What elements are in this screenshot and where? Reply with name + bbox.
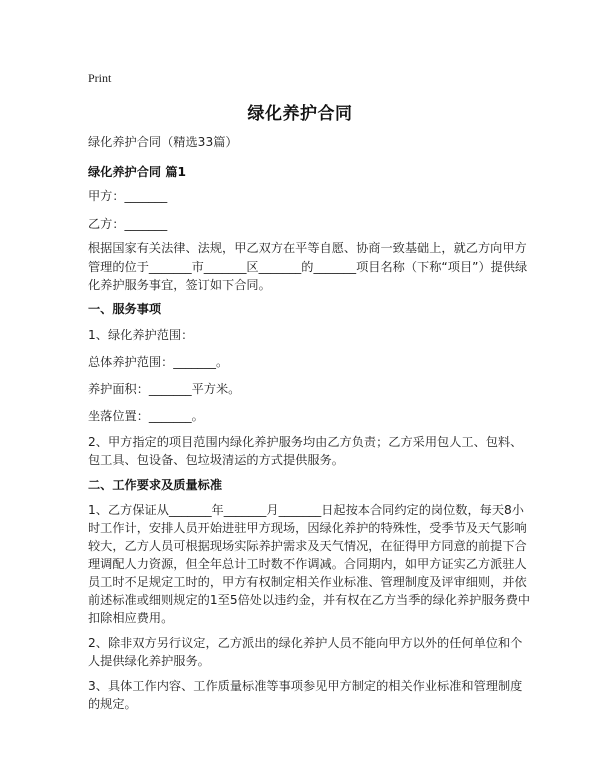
party-a-line: 甲方：_______ bbox=[88, 189, 168, 203]
subtitle: 绿化养护合同（精选33篇） bbox=[88, 135, 238, 149]
heading-service-items: 一、服务事项 bbox=[88, 302, 162, 316]
clause-line: 总体养护范围：_______。 bbox=[88, 355, 229, 369]
clause-line: 养护面积：_______平方米。 bbox=[88, 382, 241, 396]
heading-work-requirements: 二、工作要求及质量标准 bbox=[88, 478, 223, 492]
party-b-line: 乙方：_______ bbox=[88, 217, 168, 231]
clause-line: 理调配人力资源，但全年总计工时数不作调减。合同期内，如甲方证实乙方派驻人 bbox=[88, 557, 527, 571]
paragraph-intro-line: 管理的位于_______市_______区_______的_______项目名称（下称“项目”）提供绿 bbox=[88, 260, 528, 274]
clause-line: 坐落位置：_______。 bbox=[88, 409, 204, 423]
clause-line: 员工时不足规定工时的，甲方有权制定相关作业标准、管理制度及评审细则，并依 bbox=[88, 575, 527, 589]
paragraph-intro-line: 化养护服务事宜，签订如下合同。 bbox=[88, 278, 271, 292]
clause-line: 扣除相应费用。 bbox=[88, 611, 174, 625]
clause-line: 人提供绿化养护服务。 bbox=[88, 654, 210, 668]
clause-line: 的规定。 bbox=[88, 697, 137, 711]
paragraph-intro-line: 根据国家有关法律、法规，甲乙双方在平等自愿、协商一致基础上，就乙方向甲方 bbox=[88, 241, 527, 255]
section-heading-part1: 绿化养护合同 篇1 bbox=[88, 165, 187, 179]
clause-line: 时工作计，安排人员开始进驻甲方现场，因绿化养护的特殊性，受季节及天气影响 bbox=[88, 521, 527, 535]
clause-line: 3、具体工作内容、工作质量标准等事项参见甲方制定的相关作业标准和管理制度 bbox=[88, 679, 523, 693]
clause-line: 前述标准或细则规定的1至5倍处以违约金，并有权在乙方当季的绿化养护服务费中 bbox=[88, 593, 531, 607]
clause-line: 1、绿化养护范围： bbox=[88, 328, 194, 342]
clause-line: 2、甲方指定的项目范围内绿化养护服务均由乙方负责；乙方采用包人工、包料、 bbox=[88, 435, 523, 449]
clause-line: 包工具、包设备、包垃圾清运的方式提供服务。 bbox=[88, 453, 344, 467]
clause-line: 2、除非双方另行议定，乙方派出的绿化养护人员不能向甲方以外的任何单位和个 bbox=[88, 636, 523, 650]
clause-line: 1、乙方保证从_______年_______月_______日起按本合同约定的岗位数，每天8小 bbox=[88, 503, 524, 517]
print-label[interactable]: Print bbox=[88, 71, 112, 85]
clause-line: 较大，乙方人员可根据现场实际养护需求及天气情况，在征得甲方同意的前提下合 bbox=[88, 539, 527, 553]
document-title: 绿化养护合同 bbox=[247, 104, 353, 124]
